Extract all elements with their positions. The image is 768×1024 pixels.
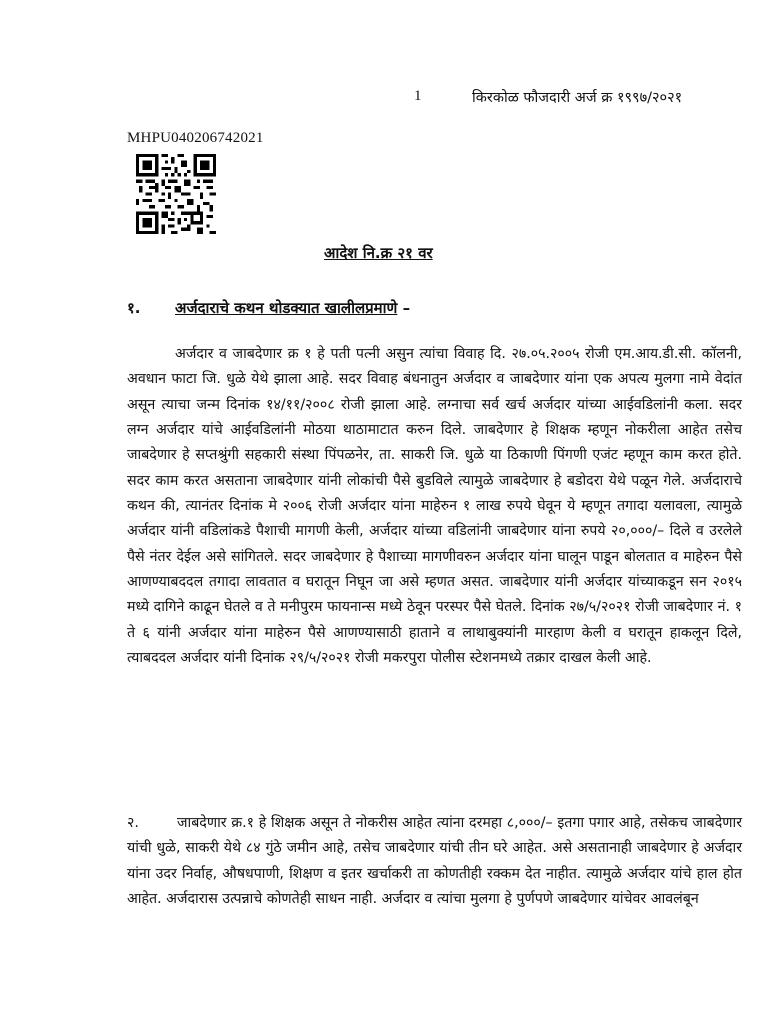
section-title: अर्जदाराचे कथन थोडक्यात खालीलप्रमाणे: [175, 299, 398, 317]
paragraph-1: अर्जदार व जाबदेणार क्र १ हे पती पत्नी असुन त्यांचा विवाह दि. २७.०५.२००५ रोजी एम.आय.डी.सी. कॉलनी, अवधान फाटा जि. धुळे येथे झाला आहे. सदर विवाह बंधनातुन अर्जदार व जाबदेणार यांना एक अपत्य मुलगा नामे वेदांत असून त्याचा जन्म दिनांक १४/११/२००८ रोजी झाला आहे. लग्नाचा सर्व खर्च अर्जदार यांच्या आईवडिलांनी कला. सदर लग्न अर्जदार यांचे आईवडिलांनी मोठया थाठामाटात करुन दिले. जाबदेणार हे शिक्षक म्हणून नोकरीला आहेत तसेच जाबदेणार हे सप्तश्रुंगी सहकारी संस्था पिंपळनेर, ता. साकरी जि. धुळे या ठिकाणी पिंगणी एजंट म्हणून काम करत होते. सदर काम करत असताना जाबदेणार यांनी लोकांची पैसे बुडविले त्यामुळे जाबदेणार हे बडोदरा येथे पळून गेले. अर्जदाराचे कथन की, त्यानंतर दिनांक मे २००६ रोजी अर्जदार यांना माहेरुन १ लाख रुपये घेवून ये म्हणून तगादा यलावला, त्यामुळे अर्जदार यांनी वडिलांकडे पैशाची मागणी केली, अर्जदार यांच्या वडिलांनी जाबदेणार यांना रुपये २०,०००/– दिले व उरलेले पैसे नंतर देईल असे सांगितले. सदर जाबदेणार हे पैशाच्या मागणीवरुन अर्जदार यांना घालून पाडून बोलतात व माहेरुन पैसे आणण्याबददल तगादा लावतात व घरातून निघून जा असे म्हणत असत. जाबदेणार यांनी अर्जदार यांच्याकडून सन २०१५ मध्ये दागिने काढून घेतले व ते मनीपुरम फायनान्स मध्ये ठेवून परस्पर पैसे घेतले. दिनांक २७/५/२०२१ रोजी जाबदेणार नं. १ ते ६ यांनी अर्जदार यांना माहेरुन पैसे आणण्यासाठी हाताने व लाथाबुक्यांनी मारहाण केली व घरातून हाकलून दिले, त्याबददल अर्जदार यांनी दिनांक २९/५/२०२१ रोजी मकरपुरा पोलीस स्टेशनमध्ये तक्रार दाखल केली आहे.: [127, 346, 742, 667]
qr-code-icon: [133, 154, 219, 234]
paragraph-2-number: २.: [127, 815, 139, 831]
qr-code: [133, 154, 219, 234]
case-title: किरकोळ फौजदारी अर्ज क्र १९९७/२०२१: [472, 90, 683, 106]
section-title-dash: –: [397, 299, 411, 317]
case-number-code: MHPU040206742021: [127, 130, 264, 146]
section-number: १.: [127, 299, 141, 317]
page-number: 1: [414, 88, 422, 104]
paragraph-2-text: जाबदेणार क्र.१ हे शिक्षक असून ते नोकरीस आहेत त्यांना दरमहा ८,०००/– इतगा पगार आहे, तसेकच जाबदेणार यांची धुळे, साकरी येथे ८४ गुंठे जमीन आहे, तसेच जाबदेणार यांची तीन घरे आहेत. असे असतानाही जाबदेणार हे अर्जदार यांना उदर निर्वाह, औषधपाणी, शिक्षण व इतर खर्चाकरी ता कोणतीही रक्कम देत नाहीत. त्यामुळे अर्जदार यांचे हाल होत आहेत. अर्जदारास उत्पन्नाचे कोणतेही साधन नाही. अर्जदार व त्यांचा मुलगा हे पुर्णपणे जाबदेणार यांचेवर आवलंबून: [127, 815, 742, 908]
order-title: आदेश नि.क्र २१ वर: [324, 244, 433, 262]
paragraph-2: [127, 811, 742, 912]
section-heading: [175, 298, 410, 318]
